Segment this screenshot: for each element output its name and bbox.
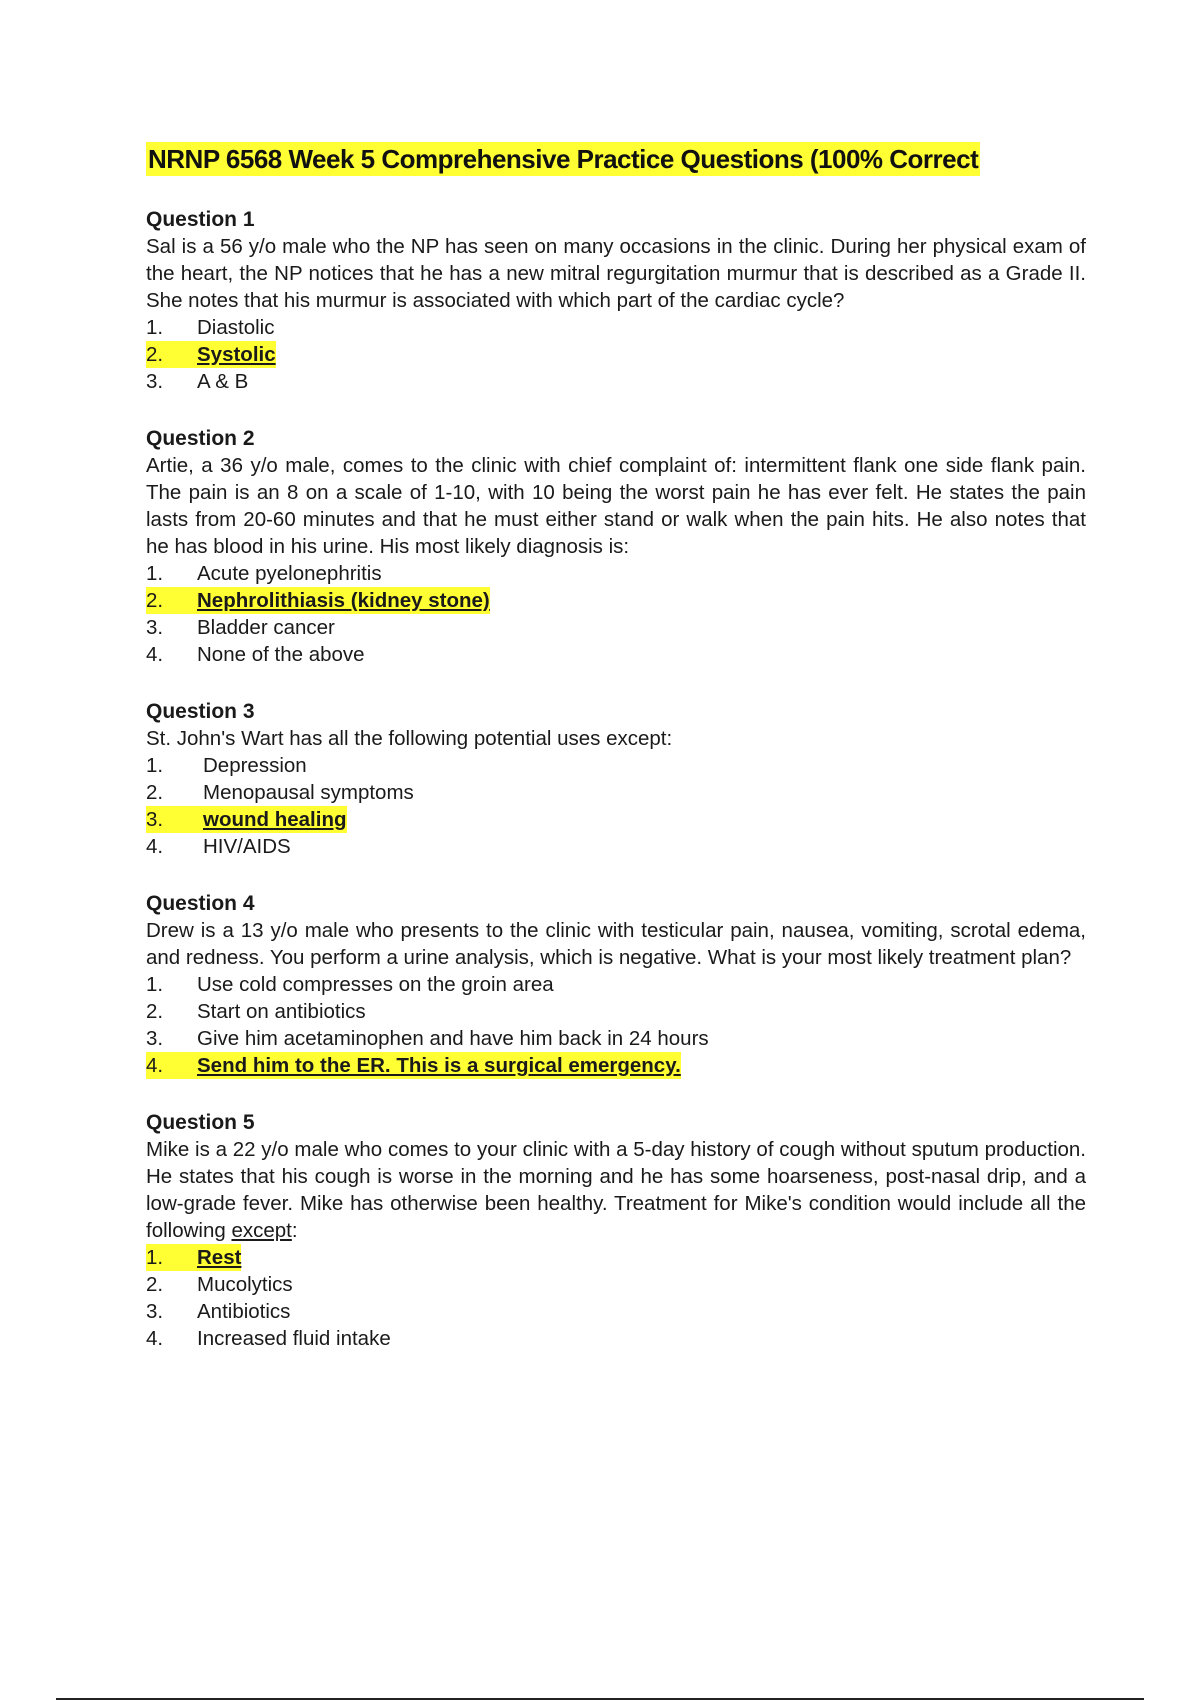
question-text-end: :	[291, 1219, 298, 1242]
option-number: 4.	[146, 1327, 164, 1350]
option-number: 3.	[146, 1027, 164, 1050]
option-number: 2.	[146, 1273, 164, 1296]
options-list	[146, 971, 1086, 1079]
option-1	[146, 560, 1086, 587]
option-2	[146, 1271, 1086, 1298]
question-heading: Question 3	[146, 700, 255, 723]
option-3	[146, 614, 1086, 641]
option-number: 1.	[146, 562, 164, 585]
option-label: Give him acetaminophen and have him back in 24 hours	[197, 1027, 709, 1050]
option-label: Diastolic	[197, 316, 275, 339]
option-number: 2.	[146, 341, 197, 368]
option-label: A & B	[197, 370, 249, 393]
question-heading: Question 2	[146, 427, 255, 450]
option-1	[146, 314, 1086, 341]
option-4	[146, 833, 1086, 860]
question-1	[146, 206, 1086, 395]
option-label: Mucolytics	[197, 1273, 293, 1296]
option-number: 2.	[146, 1000, 164, 1023]
option-label: Rest	[197, 1246, 242, 1269]
option-label: Increased fluid intake	[197, 1327, 391, 1350]
question-4	[146, 890, 1086, 1079]
option-label: Systolic	[197, 343, 276, 366]
option-label: Start on antibiotics	[197, 1000, 366, 1023]
question-text: St. John's Wart has all the following potential uses except:	[146, 727, 673, 750]
document-page	[146, 142, 1086, 1352]
option-label: None of the above	[197, 643, 365, 666]
question-5	[146, 1109, 1086, 1352]
question-heading: Question 4	[146, 892, 255, 915]
option-label: Depression	[203, 754, 307, 777]
options-list	[146, 314, 1086, 395]
emphasis-except: except	[231, 1219, 292, 1242]
option-number: 3.	[146, 616, 164, 639]
option-label: Bladder cancer	[197, 616, 335, 639]
option-label: wound healing	[203, 808, 347, 831]
option-4	[146, 1325, 1086, 1352]
options-list	[146, 560, 1086, 668]
option-1	[146, 971, 1086, 998]
option-2-correct	[146, 587, 1086, 614]
option-3	[146, 1298, 1086, 1325]
option-number: 3.	[146, 370, 164, 393]
options-list	[146, 752, 1086, 860]
option-number: 1.	[146, 754, 164, 777]
option-3-correct	[146, 806, 1086, 833]
option-4-correct	[146, 1052, 1086, 1079]
option-label: Nephrolithiasis (kidney stone)	[197, 589, 490, 612]
option-number: 3.	[146, 806, 203, 833]
option-3	[146, 368, 1086, 395]
question-text: Sal is a 56 y/o male who the NP has seen on many occasions in the clinic. During her physical exam of the heart, the NP notices that he has a new mitral regurgitation murmur that is described as a Grade II. She notes that his murmur is associated with which part of the cardiac cycle?	[146, 235, 1086, 312]
option-2-correct	[146, 341, 1086, 368]
option-number: 2.	[146, 587, 197, 614]
option-label: Acute pyelonephritis	[197, 562, 382, 585]
option-number: 1.	[146, 316, 164, 339]
question-3	[146, 698, 1086, 860]
option-number: 4.	[146, 643, 164, 666]
option-number: 1.	[146, 1244, 197, 1271]
option-2	[146, 779, 1086, 806]
question-text	[146, 1136, 1086, 1244]
option-label: HIV/AIDS	[203, 835, 291, 858]
options-list	[146, 1244, 1086, 1352]
option-3	[146, 1025, 1086, 1052]
option-number: 1.	[146, 973, 164, 996]
question-text-main: Mike is a 22 y/o male who comes to your clinic with a 5-day history of cough without sputum production. He states that his cough is worse in the morning and he has some hoarseness, post-nasal drip, and a low-grade fever. Mike has otherwise been healthy. Treatment for Mike's condition would include all the following	[146, 1138, 1086, 1242]
question-heading: Question 1	[146, 208, 255, 231]
option-1	[146, 752, 1086, 779]
option-number: 3.	[146, 1300, 164, 1323]
question-2	[146, 425, 1086, 668]
option-number: 2.	[146, 781, 164, 804]
question-text: Artie, a 36 y/o male, comes to the clinic with chief complaint of: intermittent flank one side flank pain. The pain is an 8 on a scale of 1-10, with 10 being the worst pain he has ever felt. He states the pain lasts from 20-60 minutes and that he must either stand or walk when the pain hits. He also notes that he has blood in his urine. His most likely diagnosis is:	[146, 454, 1086, 558]
option-label: Antibiotics	[197, 1300, 291, 1323]
question-text: Drew is a 13 y/o male who presents to the clinic with testicular pain, nausea, vomiting, scrotal edema, and redness. You perform a urine analysis, which is negative. What is your most likely treatment plan?	[146, 919, 1086, 969]
option-1-correct	[146, 1244, 1086, 1271]
option-number: 4.	[146, 1052, 197, 1079]
option-label: Use cold compresses on the groin area	[197, 973, 554, 996]
document-title: NRNP 6568 Week 5 Comprehensive Practice Questions (100% Correct	[148, 144, 979, 174]
option-4	[146, 641, 1086, 668]
option-number: 4.	[146, 835, 164, 858]
option-label: Send him to the ER. This is a surgical emergency.	[197, 1054, 681, 1077]
option-2	[146, 998, 1086, 1025]
question-heading: Question 5	[146, 1111, 255, 1134]
option-label: Menopausal symptoms	[203, 781, 414, 804]
